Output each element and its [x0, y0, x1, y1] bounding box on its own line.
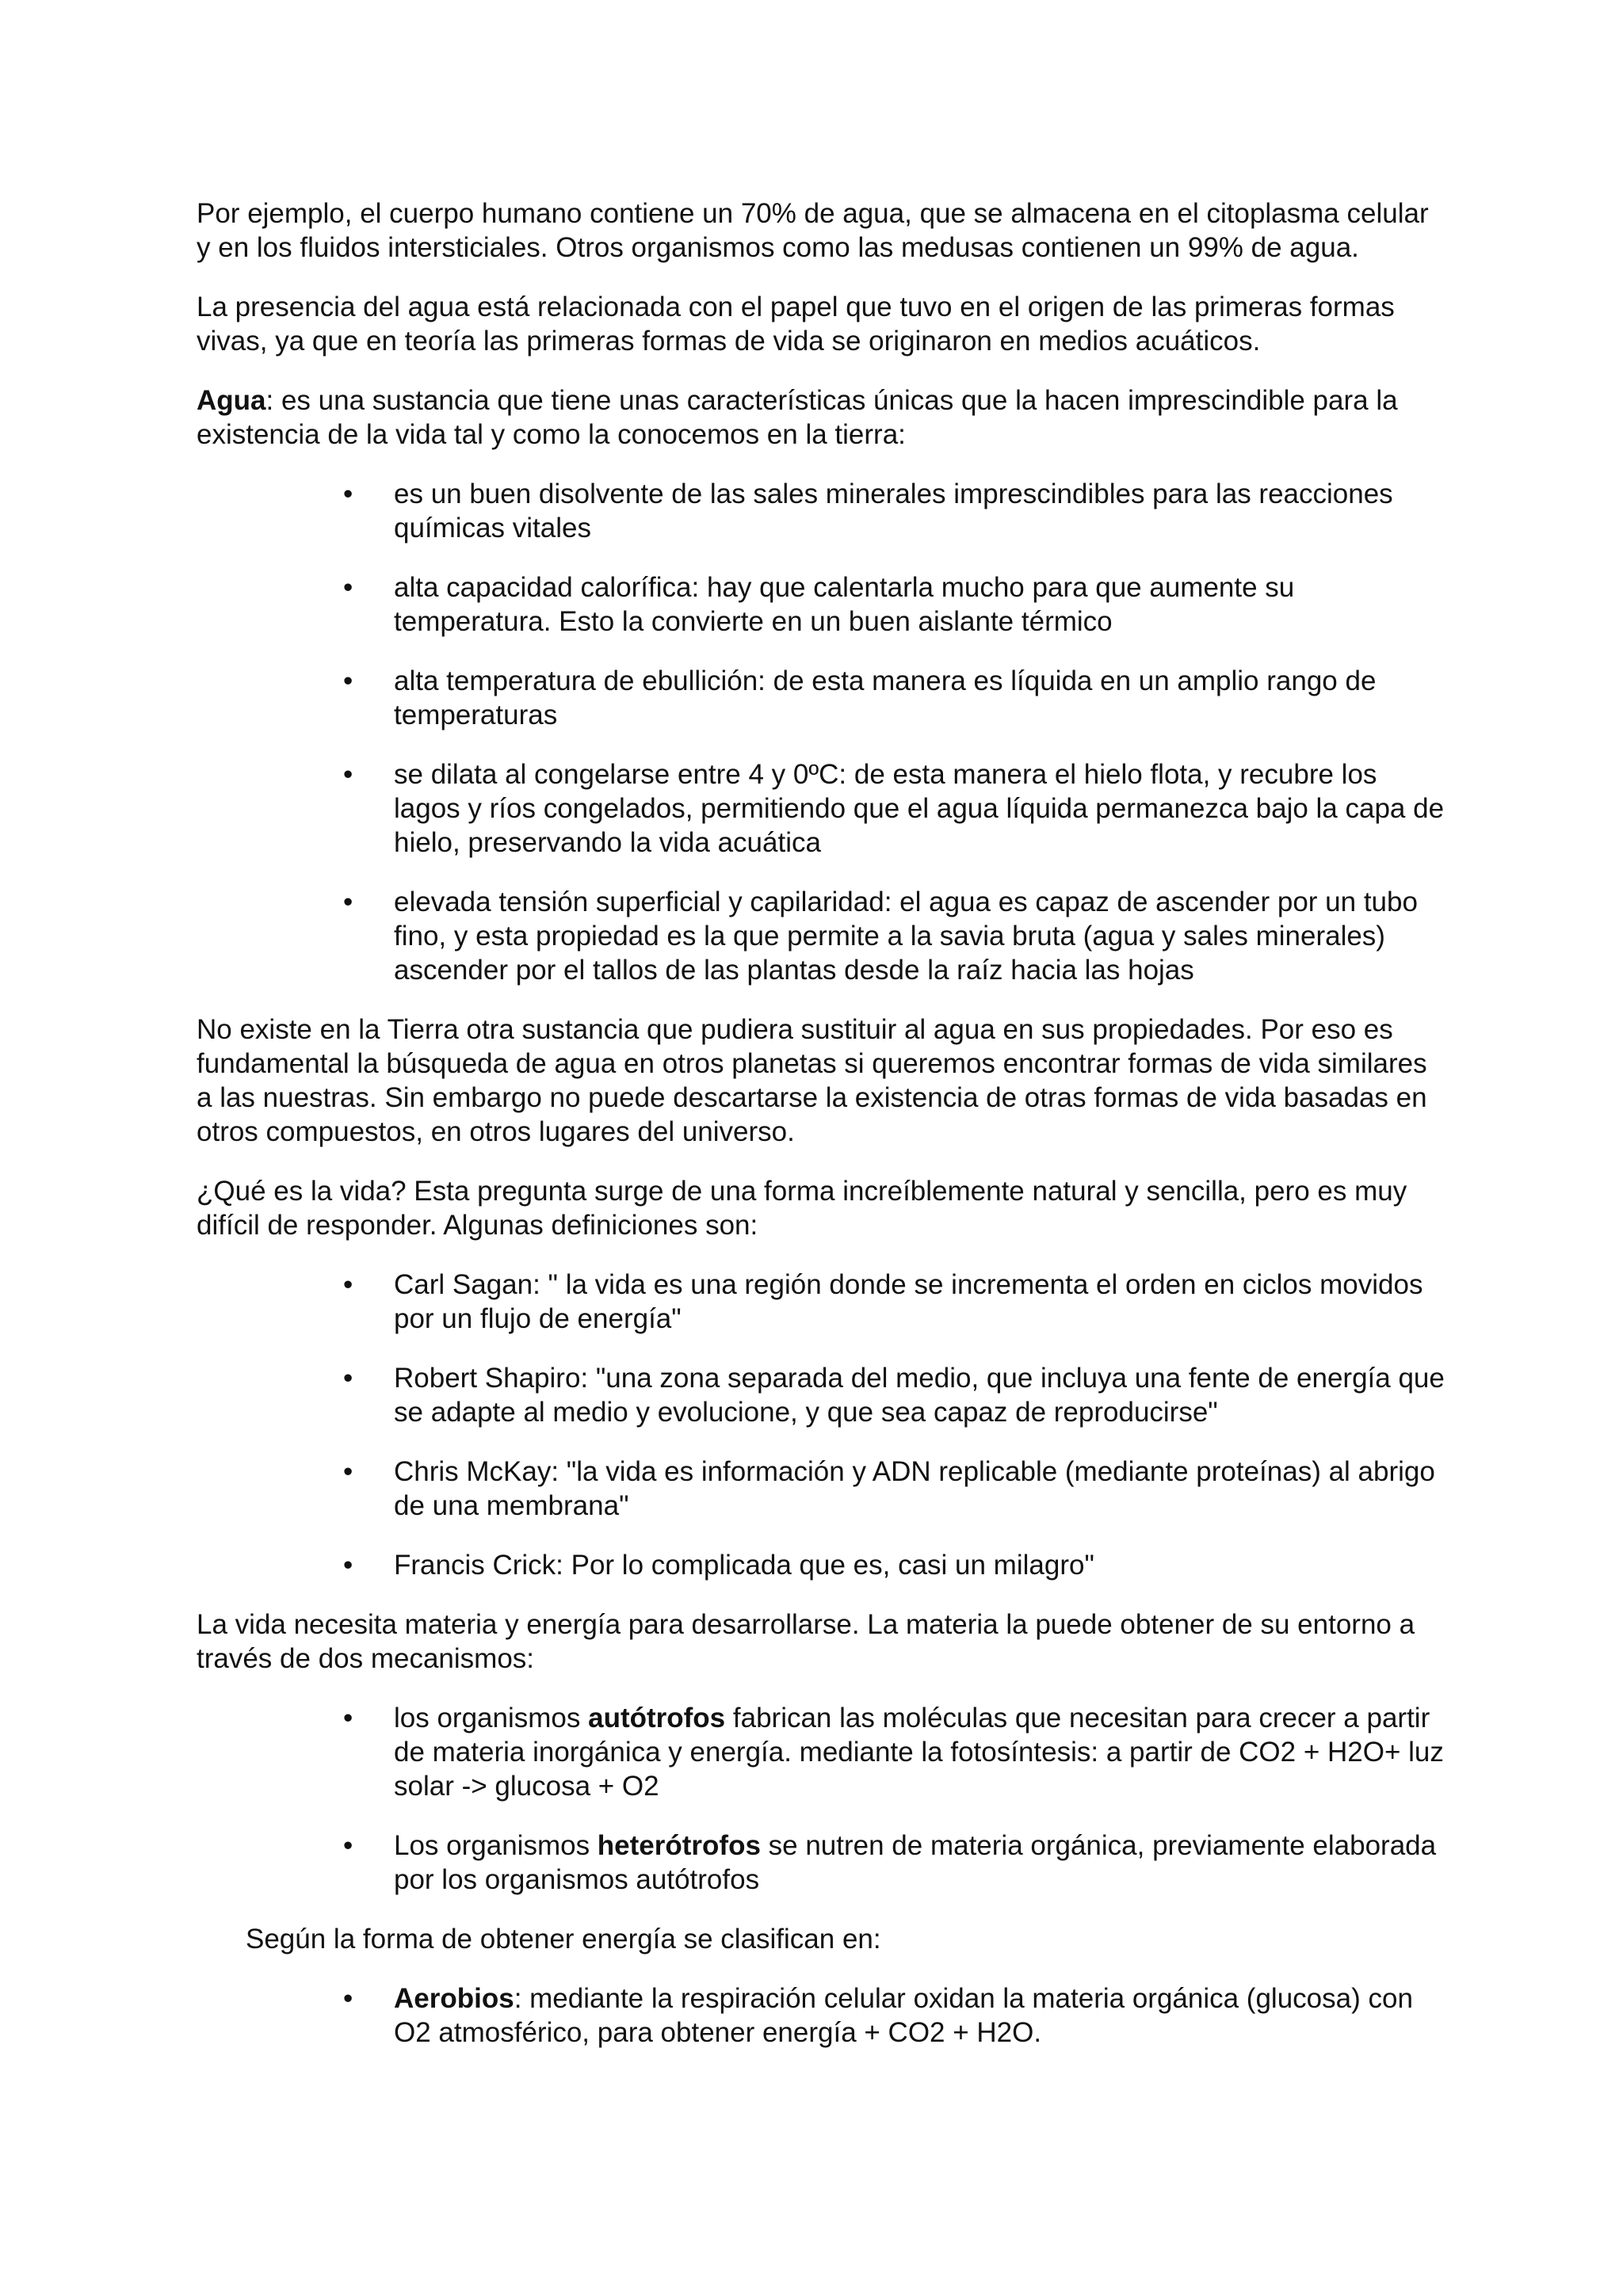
bullet-icon: •	[343, 1363, 353, 1394]
paragraph-water-origin: La presencia del agua está relacionada con el papel que tuvo en el origen de las primeras formas vivas, ya que en teoría las primeras formas de vida se originaron en medios acuáticos.	[197, 292, 1395, 357]
bullet-icon: •	[343, 1269, 353, 1300]
list-item	[197, 757, 1449, 860]
list-item	[197, 1981, 1449, 2050]
bullet-icon: •	[343, 1703, 353, 1733]
list-item-text: Francis Crick: Por lo complicada que es, casi un milagro"	[394, 1550, 1094, 1581]
list-item	[197, 885, 1449, 987]
list-item	[197, 1268, 1449, 1336]
list-item	[197, 1455, 1449, 1523]
bullet-icon: •	[343, 759, 353, 790]
bullet-icon: •	[343, 887, 353, 917]
bullet-icon: •	[343, 1550, 353, 1581]
list-item-suffix: se nutren de materia orgánica, previamente elaborada por los organismos autótrofos	[394, 1830, 1437, 1895]
agua-definition-text: : es una sustancia que tiene unas características únicas que la hacen imprescindible para la existencia de la vida tal y como la conocemos en la tierra:	[197, 385, 1398, 450]
list-item	[197, 477, 1449, 545]
list-energy-types	[197, 1981, 1449, 2050]
document-page	[197, 196, 1449, 2075]
bullet-icon: •	[343, 479, 353, 509]
paragraph-energy-classification: Según la forma de obtener energía se clasifican en:	[246, 1924, 881, 1955]
paragraph-what-is-life: ¿Qué es la vida? Esta pregunta surge de una forma increíblemente natural y sencilla, pero es muy difícil de responder. Algunas definiciones son:	[197, 1176, 1407, 1241]
list-item	[197, 1548, 1449, 1582]
list-item	[197, 1701, 1449, 1803]
list-item-text: alta temperatura de ebullición: de esta manera es líquida en un amplio rango de temperaturas	[394, 666, 1377, 730]
list-item-text: Chris McKay: "la vida es información y ADN replicable (mediante proteínas) al abrigo de una membrana"	[394, 1456, 1435, 1521]
term-autotrofos: autótrofos	[588, 1703, 726, 1733]
list-item	[197, 570, 1449, 639]
term-heterotrofos: heterótrofos	[597, 1830, 761, 1861]
list-item-text: Robert Shapiro: "una zona separada del medio, que incluya una fente de energía que se adapte al medio y evolucione, y que sea capaz de reproducirse"	[394, 1363, 1445, 1428]
bullet-icon: •	[343, 1456, 353, 1487]
list-item-text: Carl Sagan: " la vida es una región donde se incrementa el orden en ciclos movidos por un flujo de energía"	[394, 1269, 1423, 1334]
list-item-prefix: los organismos	[394, 1703, 589, 1733]
list-water-properties	[197, 477, 1449, 987]
list-item-text: es un buen disolvente de las sales minerales imprescindibles para las reacciones químicas vitales	[394, 479, 1393, 543]
bullet-icon: •	[343, 1983, 353, 2014]
list-item-suffix: : mediante la respiración celular oxidan la materia orgánica (glucosa) con O2 atmosférico, para obtener energía + CO2 + H2O.	[394, 1983, 1413, 2048]
term-aerobios: Aerobios	[394, 1983, 514, 2014]
bullet-icon: •	[343, 572, 353, 603]
paragraph-water-content: Por ejemplo, el cuerpo humano contiene un 70% de agua, que se almacena en el citoplasma celular y en los fluidos intersticiales. Otros organismos como las medusas contienen un 99% de agua.	[197, 198, 1429, 263]
list-life-definitions	[197, 1268, 1449, 1582]
list-nutrition-types	[197, 1701, 1449, 1897]
list-item-prefix: Los organismos	[394, 1830, 598, 1861]
list-item-text: elevada tensión superficial y capilaridad: el agua es capaz de ascender por un tubo fino, y esta propiedad es la que permite a la savia bruta (agua y sales minerales) ascender por el tallos de las plantas desde la raíz hacia las hojas	[394, 887, 1418, 986]
bullet-icon: •	[343, 666, 353, 696]
list-item-text: se dilata al congelarse entre 4 y 0ºC: de esta manera el hielo flota, y recubre los lagos y ríos congelados, permitiendo que el agua líquida permanezca bajo la capa de hielo, preservando la vida acuática	[394, 759, 1445, 858]
paragraph-agua-definition	[197, 383, 1449, 452]
list-item	[197, 1829, 1449, 1897]
paragraph-no-substitute: No existe en la Tierra otra sustancia que pudiera sustituir al agua en sus propiedades. Por eso es fundamental la búsqueda de agua en otros planetas si queremos encontrar formas de vida similares a las nuestras. Sin embargo no puede descartarse la existencia de otras formas de vida basadas en otros compuestos, en otros lugares del universo.	[197, 1014, 1427, 1147]
bullet-icon: •	[343, 1830, 353, 1861]
term-agua: Agua	[197, 385, 266, 416]
paragraph-matter-energy: La vida necesita materia y energía para desarrollarse. La materia la puede obtener de su entorno a través de dos mecanismos:	[197, 1609, 1415, 1674]
list-item	[197, 664, 1449, 732]
list-item	[197, 1361, 1449, 1429]
list-item-text: alta capacidad calorífica: hay que calentarla mucho para que aumente su temperatura. Esto la convierte en un buen aislante térmico	[394, 572, 1295, 637]
list-item-suffix: fabrican las moléculas que necesitan para crecer a partir de materia inorgánica y energía. mediante la fotosíntesis: a partir de CO2 + H2O+ luz solar -> glucosa + O2	[394, 1703, 1444, 1802]
